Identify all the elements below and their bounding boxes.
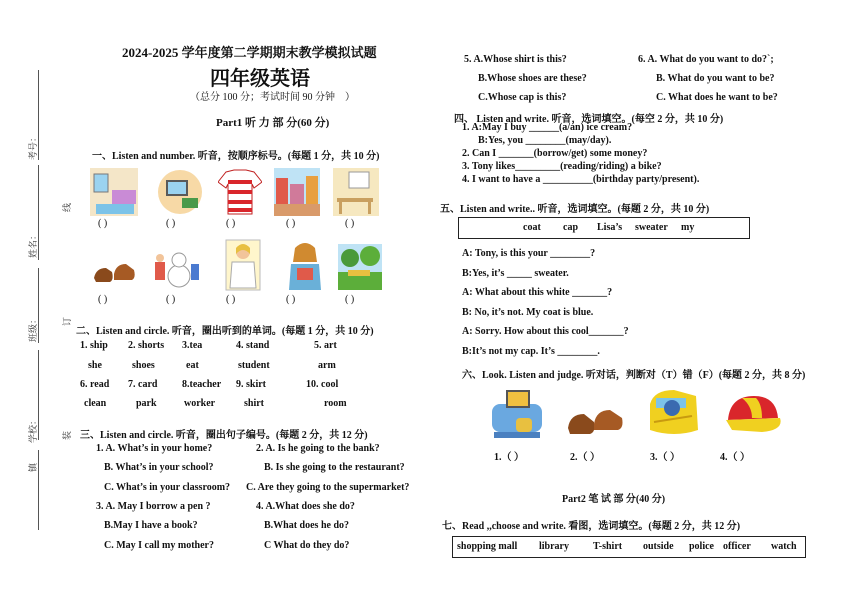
exam-info: （总分 100 分；考试时间 90 分钟 ） <box>190 92 355 103</box>
fill-line[interactable]: 4. I want to have a __________(birthday party/present). <box>462 174 700 185</box>
answer-paren[interactable]: ( ) <box>345 294 355 305</box>
label-kaohao: 考号： <box>28 132 38 160</box>
option-line[interactable]: B. What do you want to be? <box>656 73 775 84</box>
answer-paren[interactable]: ( ) <box>286 294 296 305</box>
word: officer <box>723 541 751 552</box>
word: police <box>689 541 714 552</box>
word[interactable]: park <box>136 398 157 409</box>
answer-paren[interactable]: ( ) <box>98 294 108 305</box>
girl-reading-picture-icon <box>281 238 327 292</box>
answer-paren[interactable]: ( ) <box>226 294 236 305</box>
bedroom-picture-icon <box>90 168 138 216</box>
word: coat <box>523 222 541 233</box>
dialog-line[interactable]: A: Sorry. How about this cool_______? <box>462 326 629 337</box>
fill-line[interactable]: 2. Can I _______(borrow/get) some money? <box>462 148 648 159</box>
option-line[interactable]: B.May I have a book? <box>104 520 198 531</box>
section7-heading: 七、Read ,,choose and write. 看图，选词填空。(每题 2 分，共 12 分) <box>442 521 741 532</box>
word[interactable]: 4. stand <box>236 340 270 351</box>
dialog-line[interactable]: B:Yes, it’s _____ sweater. <box>462 268 569 279</box>
judge-label[interactable]: 4.（ ） <box>720 452 750 463</box>
fill-line[interactable]: 1. A:May I buy ______(a/an) ice cream? <box>462 122 633 133</box>
judge-label[interactable]: 1.（ ） <box>494 452 524 463</box>
label-ding: 订 <box>62 316 72 326</box>
word[interactable]: 9. skirt <box>236 379 266 390</box>
answer-paren[interactable]: ( ) <box>98 218 108 229</box>
answer-paren[interactable]: ( ) <box>166 294 176 305</box>
section6-heading: 六、Look. Listen and judge. 听对话，判断对（T）错（F）(每题 2 分，共 8 分) <box>462 370 806 381</box>
dialog-line[interactable]: B:It’s not my cap. It’s ________. <box>462 346 600 357</box>
dialog-line: B: No, it’s not. My coat is blue. <box>462 307 594 318</box>
word[interactable]: 2. shorts <box>128 340 165 351</box>
answer-paren[interactable]: ( ) <box>345 218 355 229</box>
judge-label[interactable]: 3.（ ） <box>650 452 680 463</box>
judge-label[interactable]: 2.（ ） <box>570 452 600 463</box>
word: Lisa’s <box>597 222 623 233</box>
part2-title: Part2 笔 试 部 分(40 分) <box>562 494 666 505</box>
option-line[interactable]: C. Are they going to the supermarket? <box>246 482 410 493</box>
word[interactable]: 6. read <box>80 379 110 390</box>
label-xuexiao: 学校： <box>28 415 38 443</box>
word: T-shirt <box>593 541 623 552</box>
word-box <box>452 536 806 558</box>
option-line[interactable]: B. What’s in your school? <box>104 462 214 473</box>
section3-heading: 三、Listen and circle. 听音，圈出句子编号。(每题 2 分，共 12 分) <box>80 430 368 441</box>
shoes-picture-icon <box>92 252 138 288</box>
fill-line[interactable]: B:Yes, you ________(may/day). <box>478 135 612 146</box>
option-line[interactable]: B.Whose shoes are these? <box>478 73 587 84</box>
label-xingming: 姓名： <box>28 230 38 258</box>
section1-heading: 一、Listen and number. 听音，按顺序标号。(每题 1 分，共 10 分) <box>92 151 380 162</box>
dialog-line[interactable]: A: Tony, is this your ________? <box>462 248 596 259</box>
answer-paren[interactable]: ( ) <box>166 218 176 229</box>
word[interactable]: student <box>238 360 270 371</box>
word[interactable]: worker <box>184 398 216 409</box>
section2-heading: 二、Listen and circle. 听音，圈出听到的单词。(每题 1 分，共 10 分) <box>76 326 374 337</box>
street-picture-icon <box>274 168 320 216</box>
classroom-picture-icon <box>333 168 379 216</box>
word[interactable]: shoes <box>132 360 155 371</box>
word[interactable]: clean <box>84 398 107 409</box>
label-zhuang: 装 <box>62 430 72 440</box>
option-line[interactable]: C What do they do? <box>264 540 350 551</box>
word: library <box>539 541 569 552</box>
answer-paren[interactable]: ( ) <box>286 218 296 229</box>
shoes-picture-icon <box>566 404 626 438</box>
word[interactable]: she <box>88 360 102 371</box>
word[interactable]: eat <box>186 360 199 371</box>
word[interactable]: 8.teacher <box>182 379 222 390</box>
word: shopping mall <box>457 541 518 552</box>
word: watch <box>771 541 797 552</box>
exam-title: 2024-2025 学年度第二学期期末教学模拟试题 <box>122 45 377 60</box>
word[interactable]: room <box>324 398 347 409</box>
word[interactable]: 7. card <box>128 379 158 390</box>
word[interactable]: 5. art <box>314 340 337 351</box>
option-line[interactable]: 2. A. Is he going to the bank? <box>256 443 380 454</box>
word: my <box>681 222 695 233</box>
section4-heading: 四、 Listen and write. 听音，选词填空。(每空 2 分，共 10 分) <box>454 114 724 125</box>
subject-title: 四年级英语 <box>210 68 310 90</box>
tshirt-picture-icon <box>218 168 262 216</box>
option-line[interactable]: 1. A. What’s in your home? <box>96 443 213 454</box>
option-line[interactable]: C. What does he want to be? <box>656 92 778 103</box>
sofa-tv-picture-icon <box>486 388 548 440</box>
word: outside <box>643 541 674 552</box>
label-zhen: 镇 <box>28 462 38 472</box>
word[interactable]: 3.tea <box>182 340 203 351</box>
option-line[interactable]: C. What’s in your classroom? <box>104 482 231 493</box>
cap-picture-icon <box>722 390 786 436</box>
dialog-line[interactable]: A: What about this white _______? <box>462 287 613 298</box>
option-line[interactable]: 6. A. What do you want to do?`; <box>638 54 774 65</box>
answer-paren[interactable]: ( ) <box>226 218 236 229</box>
word: cap <box>563 222 578 233</box>
word-box <box>458 217 750 239</box>
tv-room-picture-icon <box>156 168 204 216</box>
part1-title: Part1 听 力 部 分(60 分) <box>216 117 330 129</box>
word[interactable]: 10. cool <box>306 379 339 390</box>
label-xian: 线 <box>62 202 72 212</box>
option-line[interactable]: 4. A.What does she do? <box>256 501 355 512</box>
word[interactable]: arm <box>318 360 336 371</box>
option-line[interactable]: C.Whose cap is this? <box>478 92 567 103</box>
word[interactable]: 1. ship <box>80 340 108 351</box>
label-banji: 班级： <box>28 314 38 342</box>
section5-heading: 五、Listen and write.. 听音，选词填空。(每题 2 分，共 10 分) <box>440 204 710 215</box>
option-line[interactable]: B.What does he do? <box>264 520 350 531</box>
park-picture-icon <box>338 244 382 290</box>
option-line[interactable]: 3. A. May I borrow a pen ? <box>96 501 211 512</box>
woman-picture-icon <box>220 238 266 292</box>
option-line[interactable]: C. May I call my mother? <box>104 540 214 551</box>
word: sweater <box>635 222 668 233</box>
bus-picture-icon <box>644 386 702 440</box>
word[interactable]: shirt <box>244 398 264 409</box>
option-line[interactable]: B. Is she going to the restaurant? <box>264 462 405 473</box>
fill-line[interactable]: 3. Tony likes_________(reading/riding) a bike? <box>462 161 662 172</box>
option-line[interactable]: 5. A.Whose shirt is this? <box>464 54 567 65</box>
snowman-kids-picture-icon <box>153 244 199 292</box>
